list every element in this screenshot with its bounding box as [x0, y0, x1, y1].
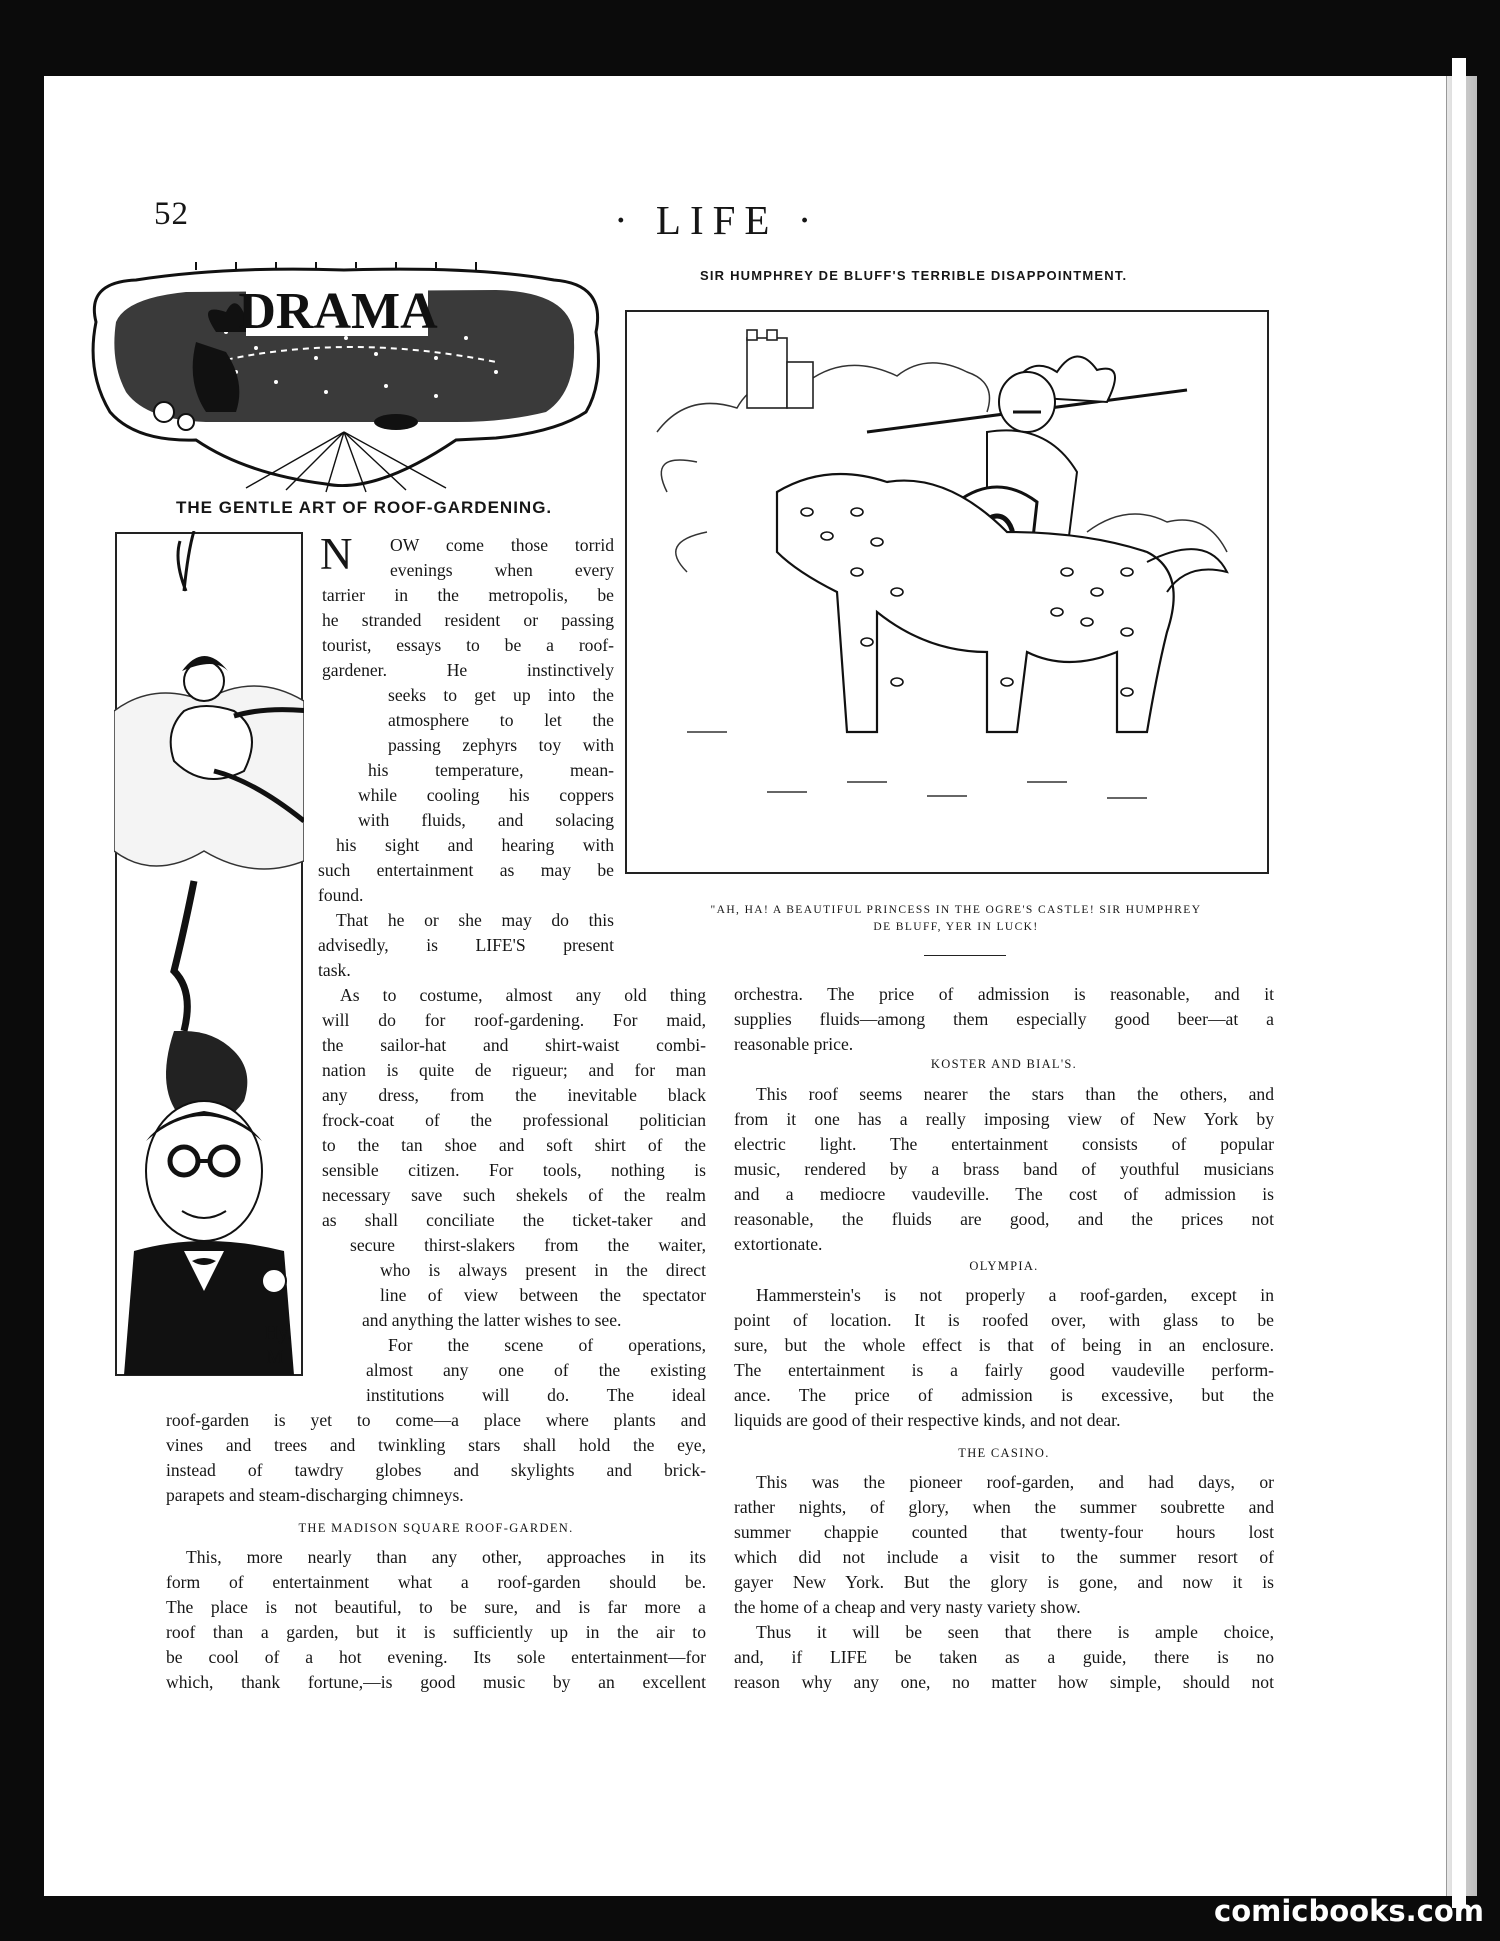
costume-line: sensible citizen. For tools, nothing is — [322, 1160, 706, 1180]
olympia-line: sure, but the whole effect is that of being in an enclosure. — [734, 1335, 1274, 1355]
knight-cartoon-frame — [625, 310, 1269, 874]
madison-cont-line: supplies fluids—among them especially good beer—at a — [734, 1009, 1274, 1029]
madison-line: The place is not beautiful, to be sure, and is far more a — [166, 1597, 706, 1617]
koster-line: reasonable, the fluids are good, and the prices not — [734, 1209, 1274, 1229]
intro-line: with fluids, and solacing — [358, 810, 614, 830]
intro-line: he stranded resident or passing — [322, 610, 614, 630]
drama-banner-illustration — [76, 262, 612, 494]
koster-line: music, rendered by a brass band of youthful musicians — [734, 1159, 1274, 1179]
madison-line: roof than a garden, but it is sufficiently up in the air to — [166, 1622, 706, 1642]
costume-line: line of view between the spectator — [380, 1285, 706, 1305]
costume-line: and anything the latter wishes to see. — [362, 1310, 622, 1330]
costume-line: the sailor-hat and shirt-waist combi- — [322, 1035, 706, 1055]
intro-line: found. — [318, 885, 364, 905]
olympia-line: ance. The price of admission is excessive, but the — [734, 1385, 1274, 1405]
olympia-subheading: OLYMPIA. — [969, 1259, 1039, 1273]
olympia-line: Hammerstein's is not properly a roof-garden, except in — [756, 1285, 1274, 1305]
costume-line: any dress, from the inevitable black — [322, 1085, 706, 1105]
olympia-line: point of location. It is roofed over, with glass to be — [734, 1310, 1274, 1330]
scene-line: instead of tawdry globes and skylights and brick- — [166, 1460, 706, 1480]
scene-line: parapets and steam-discharging chimneys. — [166, 1485, 464, 1505]
casino-line: gayer New York. But the glory is gone, and now it is — [734, 1572, 1274, 1592]
casino-line: the home of a cheap and very nasty variety show. — [734, 1597, 1081, 1617]
intro-line: passing zephyrs toy with — [388, 735, 614, 755]
source-watermark: comicbooks.com — [1214, 1894, 1484, 1928]
artist-signature-2: M — [266, 1346, 284, 1368]
koster-line: extortionate. — [734, 1234, 823, 1254]
scene-line: roof-garden is yet to come—a place where plants and — [166, 1410, 706, 1430]
koster-subheading: KOSTER AND BIAL'S. — [930, 1057, 1078, 1071]
costume-line: to the tan shoe and soft shirt of the — [322, 1135, 706, 1155]
intro-line: OW come those torrid — [390, 535, 614, 555]
madison-line: which, thank fortune,—is good music by an excellent — [166, 1672, 706, 1692]
cartoon-caption-line-2: DE BLUFF, YER IN LUCK! — [873, 921, 1039, 933]
casino-line: This was the pioneer roof-garden, and had days, or — [756, 1472, 1274, 1492]
intro-line: gardener. He instinctively — [322, 660, 614, 680]
costume-line: who is always present in the direct — [380, 1260, 706, 1280]
masthead-life: · LIFE · — [614, 197, 821, 243]
costume-line: As to costume, almost any old thing — [340, 985, 706, 1005]
drama-banner-title: DRAMA — [238, 283, 438, 340]
koster-line: This roof seems nearer the stars than the others, and — [756, 1084, 1274, 1104]
intro-line: atmosphere to let the — [388, 710, 614, 730]
scene-line: institutions will do. The ideal — [366, 1385, 706, 1405]
conclusion-line: and, if LIFE be taken as a guide, there is no — [734, 1647, 1274, 1667]
casino-line: which did not include a visit to the summer resort of — [734, 1547, 1274, 1567]
artist-signature-1: Hy. — [264, 1322, 293, 1344]
purpose-line: advisedly, is LIFE'S present — [318, 935, 614, 955]
intro-line: while cooling his coppers — [358, 785, 614, 805]
article-headline: THE GENTLE ART OF ROOF-GARDENING. — [176, 498, 553, 517]
costume-line: as shall conciliate the ticket-taker and — [322, 1210, 706, 1230]
madison-line: form of entertainment what a roof-garden should be. — [166, 1572, 706, 1592]
madison-cont-line: reasonable price. — [734, 1034, 854, 1054]
madison-cont-line: orchestra. The price of admission is reasonable, and it — [734, 984, 1274, 1004]
koster-line: and a mediocre vaudeville. The cost of admission is — [734, 1184, 1274, 1204]
purpose-line: task. — [318, 960, 351, 980]
page-number: 52 — [154, 196, 189, 232]
casino-line: rather nights, of glory, when the summer soubrette and — [734, 1497, 1274, 1517]
intro-line: tourist, essays to be a roof- — [322, 635, 614, 655]
scene-line: almost any one of the existing — [366, 1360, 706, 1380]
madison-line: This, more nearly than any other, approaches in its — [186, 1547, 706, 1567]
koster-line: electric light. The entertainment consists of popular — [734, 1134, 1274, 1154]
cartoon-title: SIR HUMPHREY DE BLUFF'S TERRIBLE DISAPPOINTMENT. — [700, 268, 1128, 283]
purpose-line: That he or she may do this — [336, 910, 614, 930]
koster-line: from it one has a really imposing view of New York by — [734, 1109, 1274, 1129]
costume-line: necessary save such shekels of the realm — [322, 1185, 706, 1205]
cartoon-caption — [636, 902, 1276, 936]
intro-line: seeks to get up into the — [388, 685, 614, 705]
madison-subheading: THE MADISON SQUARE ROOF-GARDEN. — [298, 1521, 574, 1535]
costume-line: will do for roof-gardening. For maid, — [322, 1010, 706, 1030]
cartoon-caption-line-1: "AH, HA! A BEAUTIFUL PRINCESS IN THE OGRE'S CASTLE! SIR HUMPHREY — [710, 904, 1202, 916]
knight-on-horse-illustration — [627, 312, 1267, 872]
dropcap-letter: N — [320, 529, 353, 579]
scene-line: For the scene of operations, — [388, 1335, 706, 1355]
olympia-line: The entertainment is a fairly good vaudeville perform- — [734, 1360, 1274, 1380]
scene-line: vines and trees and twinkling stars shall hold the eye, — [166, 1435, 706, 1455]
costume-line: frock-coat of the professional politician — [322, 1110, 706, 1130]
casino-line: summer chappie counted that twenty-four hours lost — [734, 1522, 1274, 1542]
conclusion-line: Thus it will be seen that there is ample choice, — [756, 1622, 1274, 1642]
intro-line: such entertainment as may be — [318, 860, 614, 880]
intro-line: his temperature, mean- — [368, 760, 614, 780]
conclusion-line: reason why any one, no matter how simple, should not — [734, 1672, 1274, 1692]
costume-line: secure thirst-slakers from the waiter, — [350, 1235, 706, 1255]
roof-garden-side-illustration — [114, 531, 304, 1377]
casino-subheading: THE CASINO. — [958, 1446, 1050, 1460]
next-page-edge — [1452, 58, 1466, 1908]
intro-line: tarrier in the metropolis, be — [322, 585, 614, 605]
olympia-line: liquids are good of their respective kinds, and not dear. — [734, 1410, 1121, 1430]
intro-line: evenings when every — [390, 560, 614, 580]
intro-line: his sight and hearing with — [336, 835, 614, 855]
costume-line: nation is quite de rigueur; and for man — [322, 1060, 706, 1080]
caption-divider — [924, 955, 1006, 956]
madison-line: be cool of a hot evening. Its sole entertainment—for — [166, 1647, 706, 1667]
